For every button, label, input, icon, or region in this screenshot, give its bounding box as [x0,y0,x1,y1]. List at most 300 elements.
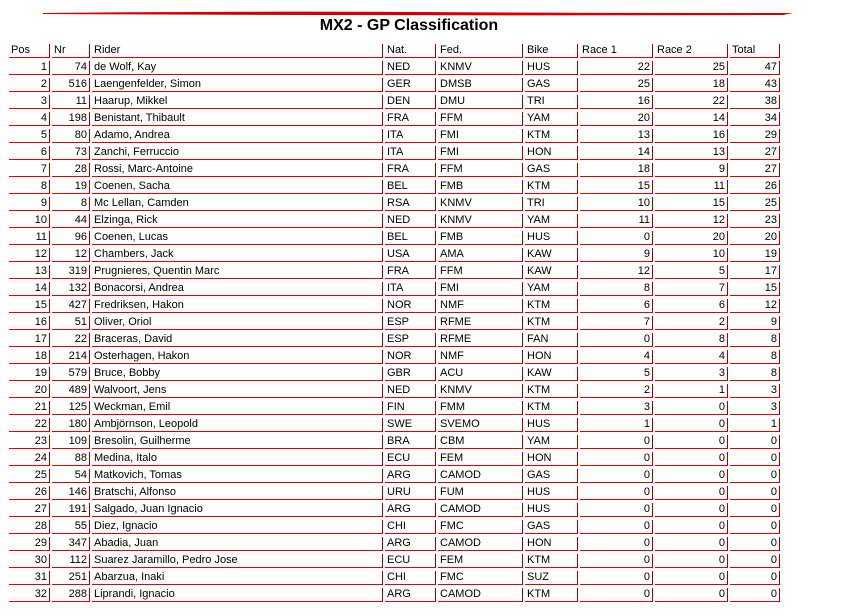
cell-rider: Elzinga, Rick [92,214,383,228]
cell-total: 0 [730,503,780,517]
table-row [9,299,780,313]
cell-rider: Haarup, Mikkel [92,95,383,109]
table-row [9,316,780,330]
cell-nr: 55 [52,520,90,534]
cell-nr: 146 [52,486,90,500]
column-header-fed: Fed. [438,44,523,58]
cell-pos: 29 [9,537,50,551]
cell-nat: CHI [385,571,436,585]
cell-race1: 3 [580,401,653,415]
cell-race2: 0 [655,452,728,466]
cell-bike: KAW [525,248,578,262]
cell-race2: 0 [655,435,728,449]
cell-race2: 20 [655,231,728,245]
cell-nat: NOR [385,350,436,364]
cell-race1: 11 [580,214,653,228]
cell-nat: ITA [385,146,436,160]
cell-bike: HUS [525,231,578,245]
cell-race2: 3 [655,367,728,381]
cell-total: 25 [730,197,780,211]
cell-nr: 288 [52,588,90,602]
cell-total: 34 [730,112,780,126]
cell-bike: HON [525,350,578,364]
cell-fed: KNMV [438,214,523,228]
cell-bike: YAM [525,282,578,296]
cell-total: 8 [730,367,780,381]
cell-bike: HUS [525,503,578,517]
cell-race2: 18 [655,78,728,92]
cell-fed: DMU [438,95,523,109]
cell-nat: USA [385,248,436,262]
cell-bike: GAS [525,469,578,483]
cell-nr: 11 [52,95,90,109]
cell-race1: 10 [580,197,653,211]
cell-race2: 12 [655,214,728,228]
cell-fed: CAMOD [438,588,523,602]
table-row [9,486,780,500]
cell-pos: 9 [9,197,50,211]
cell-bike: HON [525,452,578,466]
cell-bike: SUZ [525,571,578,585]
cell-pos: 16 [9,316,50,330]
table-row [9,401,780,415]
cell-bike: FAN [525,333,578,347]
cell-rider: Coenen, Sacha [92,180,383,194]
cell-bike: KTM [525,384,578,398]
cell-race1: 13 [580,129,653,143]
cell-rider: Bruce, Bobby [92,367,383,381]
cell-bike: YAM [525,214,578,228]
cell-bike: KTM [525,316,578,330]
table-row [9,571,780,585]
cell-nr: 96 [52,231,90,245]
cell-fed: FMB [438,180,523,194]
cell-nr: 132 [52,282,90,296]
cell-race1: 0 [580,486,653,500]
cell-nr: 51 [52,316,90,330]
cell-pos: 28 [9,520,50,534]
cell-nat: ARG [385,503,436,517]
cell-fed: FFM [438,112,523,126]
cell-rider: Osterhagen, Hakon [92,350,383,364]
cell-race2: 10 [655,248,728,262]
cell-race2: 0 [655,401,728,415]
table-row [9,112,780,126]
cell-nr: 489 [52,384,90,398]
table-row [9,248,780,262]
cell-pos: 24 [9,452,50,466]
cell-total: 27 [730,146,780,160]
cell-nr: 22 [52,333,90,347]
cell-race2: 7 [655,282,728,296]
cell-total: 38 [730,95,780,109]
column-header-rider: Rider [92,44,383,58]
cell-nr: 579 [52,367,90,381]
cell-rider: Weckman, Emil [92,401,383,415]
cell-fed: NMF [438,299,523,313]
cell-bike: KTM [525,401,578,415]
cell-nat: BEL [385,180,436,194]
cell-fed: AMA [438,248,523,262]
cell-rider: de Wolf, Kay [92,61,383,75]
cell-pos: 14 [9,282,50,296]
cell-race2: 15 [655,197,728,211]
column-header-bike: Bike [525,44,578,58]
cell-fed: FMM [438,401,523,415]
cell-race2: 0 [655,520,728,534]
cell-race2: 0 [655,418,728,432]
cell-bike: KAW [525,367,578,381]
cell-race1: 7 [580,316,653,330]
cell-pos: 10 [9,214,50,228]
cell-rider: Benistant, Thibault [92,112,383,126]
cell-nr: 74 [52,61,90,75]
cell-pos: 15 [9,299,50,313]
cell-pos: 4 [9,112,50,126]
cell-total: 15 [730,282,780,296]
cell-race1: 0 [580,469,653,483]
cell-total: 0 [730,469,780,483]
cell-total: 27 [730,163,780,177]
cell-nr: 191 [52,503,90,517]
column-header-total: Total [730,44,780,58]
cell-nat: FRA [385,163,436,177]
cell-race1: 6 [580,299,653,313]
cell-race2: 14 [655,112,728,126]
column-header-race2: Race 2 [655,44,728,58]
cell-race2: 0 [655,469,728,483]
cell-total: 9 [730,316,780,330]
table-row [9,418,780,432]
cell-nat: ARG [385,469,436,483]
cell-pos: 11 [9,231,50,245]
cell-pos: 32 [9,588,50,602]
cell-rider: Ambjörnson, Leopold [92,418,383,432]
table-row [9,163,780,177]
cell-nat: RSA [385,197,436,211]
table-row [9,469,780,483]
cell-nat: BEL [385,231,436,245]
cell-fed: FMC [438,520,523,534]
table-row [9,180,780,194]
page-title: MX2 - GP Classification [319,17,499,34]
cell-pos: 21 [9,401,50,415]
cell-pos: 3 [9,95,50,109]
cell-bike: HON [525,537,578,551]
cell-nr: 198 [52,112,90,126]
cell-bike: TRI [525,197,578,211]
table-row [9,537,780,551]
cell-nat: CHI [385,520,436,534]
cell-nat: ARG [385,588,436,602]
cell-race1: 0 [580,231,653,245]
cell-nat: GBR [385,367,436,381]
cell-nat: ITA [385,282,436,296]
cell-nr: 319 [52,265,90,279]
cell-bike: TRI [525,95,578,109]
cell-pos: 26 [9,486,50,500]
cell-bike: YAM [525,112,578,126]
cell-total: 8 [730,350,780,364]
cell-rider: Adamo, Andrea [92,129,383,143]
cell-race2: 16 [655,129,728,143]
cell-pos: 12 [9,248,50,262]
cell-nr: 44 [52,214,90,228]
cell-fed: SVEMO [438,418,523,432]
cell-fed: CBM [438,435,523,449]
table-row [9,231,780,245]
cell-total: 3 [730,401,780,415]
cell-race1: 0 [580,537,653,551]
column-header-pos: Pos [9,44,50,58]
cell-fed: CAMOD [438,503,523,517]
table-row [9,78,780,92]
cell-fed: FMI [438,282,523,296]
table-row [9,435,780,449]
cell-race1: 0 [580,452,653,466]
cell-fed: FEM [438,554,523,568]
cell-rider: Diez, Ignacio [92,520,383,534]
cell-pos: 25 [9,469,50,483]
cell-fed: KNMV [438,61,523,75]
cell-total: 29 [730,129,780,143]
cell-total: 0 [730,486,780,500]
cell-race1: 16 [580,95,653,109]
cell-pos: 19 [9,367,50,381]
cell-bike: HON [525,146,578,160]
cell-nat: ITA [385,129,436,143]
cell-race1: 20 [580,112,653,126]
cell-rider: Rossi, Marc-Antoine [92,163,383,177]
cell-pos: 6 [9,146,50,160]
cell-fed: DMSB [438,78,523,92]
cell-bike: GAS [525,78,578,92]
cell-race1: 18 [580,163,653,177]
cell-race2: 22 [655,95,728,109]
cell-race1: 0 [580,571,653,585]
table-row [9,350,780,364]
cell-fed: RFME [438,316,523,330]
cell-total: 43 [730,78,780,92]
cell-race1: 2 [580,384,653,398]
cell-nr: 109 [52,435,90,449]
cell-total: 0 [730,554,780,568]
table-row [9,554,780,568]
cell-race1: 0 [580,503,653,517]
cell-race1: 4 [580,350,653,364]
cell-nat: ESP [385,316,436,330]
cell-nr: 112 [52,554,90,568]
cell-pos: 22 [9,418,50,432]
header-brush-stroke [43,10,793,16]
cell-pos: 1 [9,61,50,75]
table-row [9,333,780,347]
cell-bike: KTM [525,588,578,602]
cell-fed: ACU [438,367,523,381]
classification-table [7,41,782,605]
cell-total: 0 [730,537,780,551]
cell-bike: KTM [525,180,578,194]
cell-fed: KNMV [438,197,523,211]
cell-nat: ECU [385,554,436,568]
cell-nat: NED [385,384,436,398]
cell-pos: 5 [9,129,50,143]
cell-race2: 4 [655,350,728,364]
cell-fed: FFM [438,265,523,279]
cell-nat: GER [385,78,436,92]
cell-fed: KNMV [438,384,523,398]
cell-nr: 180 [52,418,90,432]
cell-race2: 0 [655,486,728,500]
cell-rider: Medina, Italo [92,452,383,466]
cell-race2: 25 [655,61,728,75]
cell-fed: FEM [438,452,523,466]
cell-race2: 0 [655,588,728,602]
table-row [9,588,780,602]
cell-nr: 516 [52,78,90,92]
cell-race2: 5 [655,265,728,279]
cell-race2: 2 [655,316,728,330]
table-row [9,384,780,398]
cell-fed: CAMOD [438,469,523,483]
cell-rider: Laengenfelder, Simon [92,78,383,92]
cell-race1: 5 [580,367,653,381]
cell-race2: 11 [655,180,728,194]
table-row [9,282,780,296]
cell-race1: 0 [580,554,653,568]
cell-fed: NMF [438,350,523,364]
cell-fed: FMC [438,571,523,585]
cell-race2: 0 [655,503,728,517]
cell-rider: Prugnieres, Quentin Marc [92,265,383,279]
cell-race1: 22 [580,61,653,75]
cell-nr: 12 [52,248,90,262]
cell-fed: FMI [438,146,523,160]
cell-nat: FRA [385,112,436,126]
table-row [9,503,780,517]
cell-pos: 17 [9,333,50,347]
table-row [9,197,780,211]
cell-race1: 14 [580,146,653,160]
cell-rider: Zanchi, Ferruccio [92,146,383,160]
cell-total: 20 [730,231,780,245]
cell-nr: 28 [52,163,90,177]
table-row [9,265,780,279]
cell-race2: 8 [655,333,728,347]
cell-nat: SWE [385,418,436,432]
table-row [9,214,780,228]
column-header-race1: Race 1 [580,44,653,58]
cell-nr: 347 [52,537,90,551]
cell-race1: 8 [580,282,653,296]
table-header-row [9,44,780,58]
cell-total: 26 [730,180,780,194]
cell-rider: Chambers, Jack [92,248,383,262]
cell-pos: 30 [9,554,50,568]
cell-pos: 13 [9,265,50,279]
cell-total: 0 [730,435,780,449]
cell-nr: 80 [52,129,90,143]
cell-pos: 27 [9,503,50,517]
cell-nr: 54 [52,469,90,483]
cell-total: 0 [730,588,780,602]
cell-bike: KAW [525,265,578,279]
cell-rider: Matkovich, Tomas [92,469,383,483]
cell-nr: 73 [52,146,90,160]
table-row [9,146,780,160]
cell-total: 12 [730,299,780,313]
cell-rider: Abadia, Juan [92,537,383,551]
cell-race1: 1 [580,418,653,432]
cell-rider: Coenen, Lucas [92,231,383,245]
cell-nat: NED [385,61,436,75]
cell-pos: 2 [9,78,50,92]
cell-total: 19 [730,248,780,262]
cell-nr: 8 [52,197,90,211]
cell-rider: Walvoort, Jens [92,384,383,398]
table-row [9,61,780,75]
cell-total: 0 [730,520,780,534]
cell-total: 17 [730,265,780,279]
cell-rider: Suarez Jaramillo, Pedro Jose [92,554,383,568]
cell-nat: ECU [385,452,436,466]
cell-race1: 12 [580,265,653,279]
cell-rider: Fredriksen, Hakon [92,299,383,313]
cell-nat: URU [385,486,436,500]
cell-pos: 20 [9,384,50,398]
cell-bike: GAS [525,520,578,534]
cell-rider: Abarzua, Inaki [92,571,383,585]
cell-bike: KTM [525,299,578,313]
table-row [9,520,780,534]
cell-race1: 0 [580,520,653,534]
cell-fed: FMB [438,231,523,245]
cell-total: 3 [730,384,780,398]
cell-nat: NED [385,214,436,228]
cell-race1: 25 [580,78,653,92]
cell-nr: 214 [52,350,90,364]
cell-fed: FMI [438,129,523,143]
table-row [9,129,780,143]
cell-race2: 1 [655,384,728,398]
cell-race1: 0 [580,435,653,449]
cell-rider: Bonacorsi, Andrea [92,282,383,296]
cell-total: 0 [730,452,780,466]
cell-race1: 0 [580,588,653,602]
cell-nat: BRA [385,435,436,449]
cell-rider: Braceras, David [92,333,383,347]
cell-nat: DEN [385,95,436,109]
cell-bike: KTM [525,129,578,143]
cell-pos: 23 [9,435,50,449]
cell-total: 47 [730,61,780,75]
cell-fed: FUM [438,486,523,500]
column-header-nr: Nr [52,44,90,58]
cell-total: 0 [730,571,780,585]
cell-rider: Liprandi, Ignacio [92,588,383,602]
cell-nat: FRA [385,265,436,279]
column-header-nat: Nat. [385,44,436,58]
cell-race2: 9 [655,163,728,177]
cell-total: 1 [730,418,780,432]
cell-bike: YAM [525,435,578,449]
cell-bike: HUS [525,418,578,432]
cell-nat: ESP [385,333,436,347]
cell-bike: HUS [525,486,578,500]
cell-race2: 13 [655,146,728,160]
cell-race1: 15 [580,180,653,194]
cell-bike: GAS [525,163,578,177]
